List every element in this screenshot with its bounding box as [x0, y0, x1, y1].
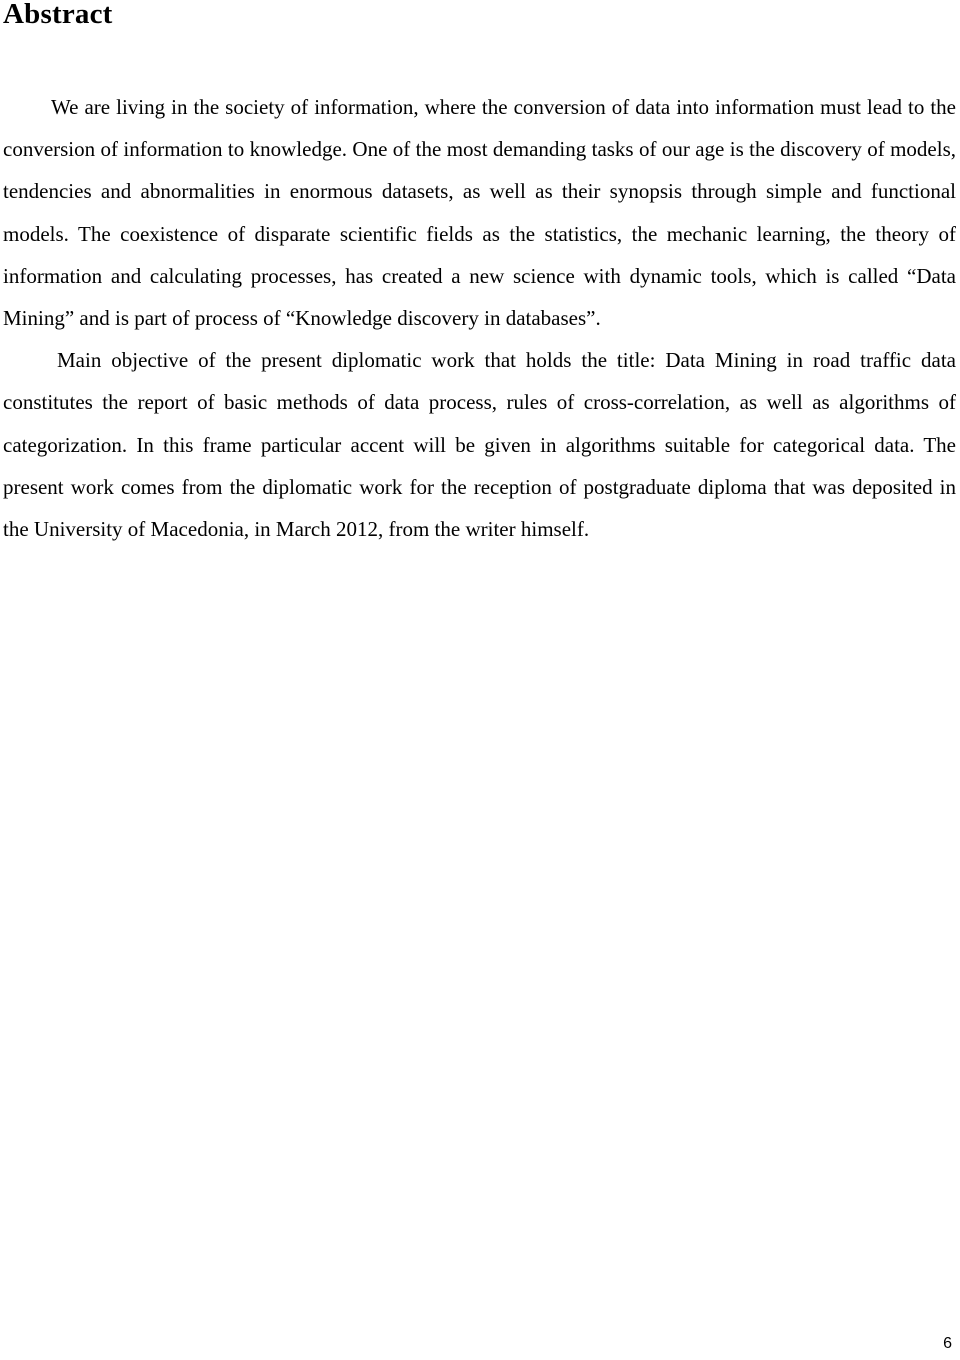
abstract-paragraph-2: Main objective of the present diplomatic work that holds the title: Data Mining in road traffic data constitutes the report of basic methods of data process, rules of cross-correlation, as well as algorithms of categorization. In this frame particular accent will be given in algorithms suitable for categorical data. The present work comes from the diplomatic work for the reception of postgraduate diploma that was deposited in the University of Macedonia, in March 2012, from the writer himself. [3, 348, 956, 542]
page-number: 6 [943, 1335, 952, 1352]
abstract-body [3, 86, 956, 550]
section-heading: Abstract [3, 0, 113, 30]
abstract-paragraph-1: We are living in the society of information, where the conversion of data into information must lead to the conversion of information to knowledge. One of the most demanding tasks of our age is the discovery of models, tendencies and abnormalities in enormous datasets, as well as their synopsis through simple and functional models. The coexistence of disparate scientific fields as the statistics, the mechanic learning, the theory of information and calculating processes, has created a new science with dynamic tools, which is called “Data Mining” and is part of process of “Knowledge discovery in databases”. [3, 95, 956, 331]
